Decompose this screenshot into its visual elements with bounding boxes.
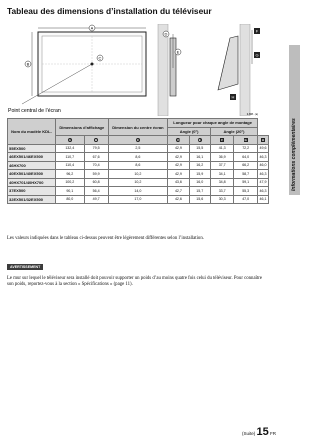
value-cell: 49,6 (257, 144, 268, 153)
header-model: Nom du modèle KDL- (8, 119, 56, 145)
value-cell: 10,2 (108, 170, 168, 179)
header-dimensions: Dimensions d’affichage (55, 119, 108, 136)
value-cell: 17,0 (108, 195, 168, 204)
letter-g: G (244, 138, 247, 143)
letter-e: E (198, 138, 201, 143)
letter-a: A (68, 138, 71, 143)
value-cell: 42,6 (168, 195, 189, 204)
page-suffix: FR (270, 431, 276, 436)
model-cell: 46EX501/46EX500 (8, 153, 56, 162)
value-cell: 47,0 (234, 195, 258, 204)
value-cell: 110,7 (55, 153, 84, 162)
value-cell: 33,7 (210, 187, 234, 196)
header-angle-20: Angle (20°) (210, 127, 257, 136)
value-cell: 58,7 (234, 170, 258, 179)
value-cell: 8,6 (108, 161, 168, 170)
value-cell: 36,9 (210, 153, 234, 162)
table-row (8, 144, 269, 153)
letter-f: F (221, 138, 224, 143)
value-cell: 64,0 (234, 153, 258, 162)
table-row (8, 187, 269, 196)
label-b: B (26, 61, 30, 67)
value-cell: 66,2 (234, 161, 258, 170)
value-cell: 59,9 (84, 170, 108, 179)
value-cell: 34,8 (210, 178, 234, 187)
letter-b: B (95, 138, 98, 143)
value-cell: 70,4 (84, 161, 108, 170)
model-cell: 55EX500 (8, 144, 56, 153)
value-cell: 60,8 (84, 178, 108, 187)
warning-text: Le mur sur lequel le téléviseur sera installé doit pouvoir supporter un poids d’au moins quatre fois celui du téléviseur. Pour connaître son poids, reportez-vous à la section « Spécifications » (page 11). (7, 276, 262, 287)
value-cell: 46,0 (257, 161, 268, 170)
value-cell: 56,4 (84, 187, 108, 196)
value-cell: 46,3 (257, 187, 268, 196)
value-cell: 30,3 (210, 195, 234, 204)
table-row (8, 153, 269, 162)
model-cell: 40HX701/40HX700 (8, 178, 56, 187)
header-center: Dimension du centre écran (108, 119, 168, 136)
value-cell: 46,1 (257, 195, 268, 204)
diagram-code: ILS88 - (a) (246, 113, 258, 116)
page-title: Tableau des dimensions d’installation du téléviseur (7, 6, 212, 16)
installation-diagram (8, 24, 268, 116)
page-footer (242, 426, 276, 438)
letter-d: D (177, 138, 180, 143)
continued-label: (Suite) (241, 431, 256, 436)
label-h: H (231, 94, 235, 100)
value-cell: 67,6 (84, 153, 108, 162)
model-cell: 46HX700 (8, 161, 56, 170)
value-cell: 132,4 (55, 144, 84, 153)
page-number: 15 (256, 426, 269, 438)
model-cell: 32EX501/32EX500 (8, 195, 56, 204)
value-cell: 42,7 (168, 187, 189, 196)
diagram-caption: Point central de l’écran (8, 108, 61, 114)
table-row (8, 195, 269, 204)
value-cell: 41,3 (210, 144, 234, 153)
value-cell: 16,1 (189, 153, 210, 162)
header-length: Longueur pour chaque angle de montage (168, 119, 258, 128)
value-cell: 110,4 (55, 161, 84, 170)
value-cell: 16,0 (189, 178, 210, 187)
value-cell: 16,2 (189, 161, 210, 170)
side-tab (289, 45, 300, 195)
value-cell: 10,2 (108, 178, 168, 187)
value-cell: 46,3 (257, 153, 268, 162)
warning-badge: AVERTISSEMENT (7, 264, 43, 270)
label-g: G (255, 52, 259, 58)
value-cell: 15,6 (189, 195, 210, 204)
value-cell: 96,2 (55, 170, 84, 179)
value-cell: 8,6 (108, 153, 168, 162)
value-cell: 80,0 (55, 195, 84, 204)
label-d: D (164, 31, 168, 37)
model-cell: 40EX501/40EX500 (8, 170, 56, 179)
value-cell: 59,1 (234, 178, 258, 187)
value-cell: 15,9 (189, 170, 210, 179)
value-cell: 47,9 (257, 178, 268, 187)
value-cell: 100,2 (55, 178, 84, 187)
value-cell: 2,5 (108, 144, 168, 153)
table-row (8, 161, 269, 170)
value-cell: 15,5 (189, 144, 210, 153)
value-cell: 90,1 (55, 187, 84, 196)
note-text: Les valeurs indiquées dans le tableau ci-dessus peuvent être légèrement différentes selon l’installation. (7, 236, 204, 241)
table-row (8, 170, 269, 179)
side-tab-label: Informations complémentaires (291, 118, 297, 191)
value-cell: 79,5 (84, 144, 108, 153)
value-cell: 34,1 (210, 170, 234, 179)
value-cell: 46,3 (257, 170, 268, 179)
value-cell: 55,3 (234, 187, 258, 196)
label-f: F (255, 28, 259, 34)
model-cell: 37EX500 (8, 187, 56, 196)
letter-h: H (261, 138, 265, 143)
value-cell: 37,7 (210, 161, 234, 170)
label-a: A (90, 25, 94, 31)
dimensions-table (7, 118, 269, 204)
label-c: C (98, 55, 102, 61)
value-cell: 14,0 (108, 187, 168, 196)
letter-c: C (136, 138, 139, 143)
header-angle-0: Angle (0°) (168, 127, 211, 136)
value-cell: 15,7 (189, 187, 210, 196)
value-cell: 42,9 (168, 144, 189, 153)
value-cell: 42,9 (168, 161, 189, 170)
value-cell: 49,7 (84, 195, 108, 204)
table-row (8, 178, 269, 187)
value-cell: 43,6 (168, 178, 189, 187)
value-cell: 42,9 (168, 170, 189, 179)
label-e: E (176, 49, 180, 55)
value-cell: 42,9 (168, 153, 189, 162)
value-cell: 72,2 (234, 144, 258, 153)
